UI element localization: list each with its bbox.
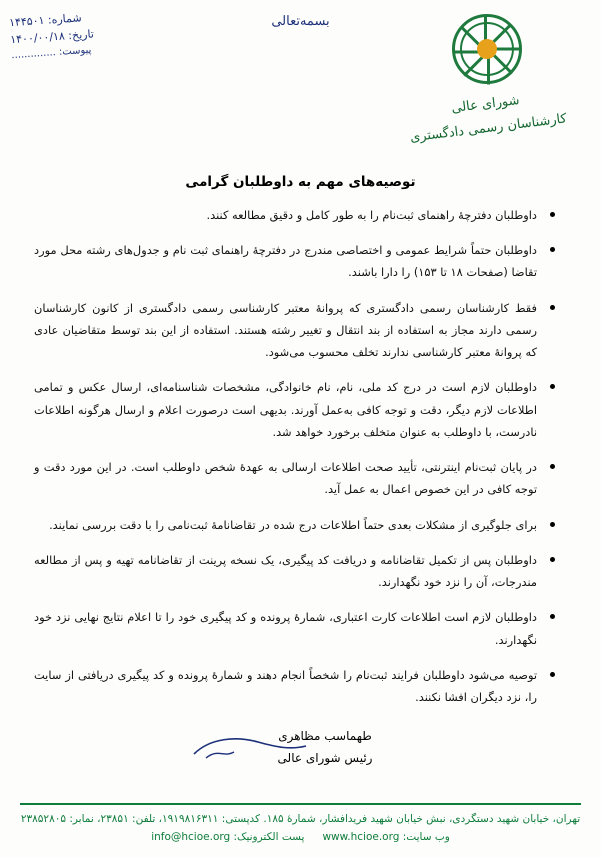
list-item-text: داوطلبان پس از تکمیل تقاضانامه و دریافت کد پیگیری، یک نسخه پرینت از تقاضانامه تهیه و پس از مطالعه مندرجات، آن را نزد خود نگهدارند. (34, 552, 537, 590)
stamp-number: شماره: ۱۴۴۵۰۱ (8, 11, 83, 30)
advice-list (34, 204, 555, 708)
footer-divider (20, 803, 581, 805)
list-item (34, 456, 555, 500)
list-item-text: داوطلبان لازم است اطلاعات کارت اعتباری، شمارهٔ پرونده و کد پیگیری خود را تا اعلام نتایج نهایی نزد خود نگهدارند. (34, 610, 537, 647)
page-title: توصیه‌های مهم به داوطلبان گرامی (185, 174, 416, 190)
footer-contacts (20, 829, 581, 847)
registration-stamp (8, 2, 191, 64)
footer-separator (308, 831, 319, 843)
scales-sun-emblem-icon (452, 14, 522, 84)
handwritten-signature-icon (190, 728, 310, 768)
organization-name (395, 83, 579, 151)
bullet-icon (550, 212, 555, 217)
bullet-icon (550, 614, 555, 619)
list-item-text: برای جلوگیری از مشکلات بعدی حتماً اطلاعات درج شده در تقاضانامهٔ ثبت‌نامی را با دقت بررسی نمایند. (49, 517, 537, 532)
document-footer (0, 797, 601, 857)
bullet-icon (550, 384, 555, 389)
list-item-text: داوطلبان حتماً شرایط عمومی و اختصاصی مندرج در دفترچهٔ راهنمای ثبت نام و جدول‌های رشته محل مورد تقاضا (صفحات ۱۸ تا ۱۵۳) را دارا باشند. (34, 243, 537, 280)
signature-role: رئیس شورای عالی (277, 750, 373, 765)
organization-name-line2: کارشناسان رسمی دادگستری (409, 111, 568, 146)
footer-email-value[interactable]: info@hcioe.org (151, 831, 231, 844)
footer-address: تهران، خیابان شهید دستگردی، نبش خیابان شهید فریدافشار، شمارهٔ ۱۸۵. کدپستی: ۱۹۱۹۸۱۶۳۱۱، تلفن: ۲۳۸۵۱، نمابر: ۲۳۸۵۲۸۰۵ (20, 813, 581, 826)
list-item-text: داوطلبان دفترچهٔ راهنمای ثبت‌نام را به طور کامل و دقیق مطالعه کنند. (206, 208, 537, 222)
list-item-text: داوطلبان لازم است در درج کد ملی، نام، نام خانوادگی، مشخصات شناسنامه‌ای، ارسال عکس و تمامی اطلاعات لازم دیگر، دقت و توجه کافی به‌عمل آورند. بدیهی است درصورت اعلام و ارسال هرگونه اطلاعات نادرست، با داوطلب به عنوان متخلف برخورد خواهد شد. (34, 380, 537, 439)
list-item (34, 514, 555, 536)
stamp-date: تاریخ: ۱۴۰۰/۰۰/۱۸ (9, 27, 95, 47)
bullet-icon (550, 305, 555, 310)
list-item (34, 376, 555, 443)
list-item (34, 606, 555, 650)
footer-web-label: وب سایت: (402, 831, 450, 844)
bullet-icon (550, 464, 555, 469)
list-item (34, 239, 555, 283)
besmellah-text: بسمه‌تعالی (271, 14, 330, 29)
list-item-text: در پایان ثبت‌نام اینترنتی، تأیید صحت اطلاعات ارسالی به عهدهٔ شخص داوطلب است. در این مورد دقت و توجه کافی در این خصوص اعمال به عمل آید. (34, 460, 537, 497)
list-item (34, 297, 555, 364)
list-item (34, 664, 555, 708)
organization-logo (397, 14, 577, 146)
signature-name: طهماسب مظاهری (278, 729, 372, 744)
list-item (34, 549, 555, 593)
organization-name-line1: شورای عالی (450, 92, 521, 117)
document-header (0, 0, 601, 168)
list-item-text: توصیه می‌شود داوطلبان فرایند ثبت‌نام را شخصاً انجام دهند و شمارهٔ پرونده و کد پیگیری دریافتی از سایت را، نزد دیگران افشا نکنند. (34, 667, 537, 704)
list-item-text: فقط کارشناسان رسمی دادگستری که پروانهٔ معتبر کارشناسی رسمی دادگستری از کانون کارشناسان رسمی دارند مجاز به استفاده از بند انتقال و تغییر رشته هستند. استفاده از این بند توسط متقاضیان عادی که پروانهٔ معتبر کارشناسی ندارند تخلف محسوب می‌شود. (34, 300, 537, 360)
bullet-icon (550, 557, 555, 562)
bullet-icon (550, 522, 555, 527)
bullet-icon (550, 672, 555, 677)
signature-block (215, 726, 435, 769)
document-body (34, 204, 555, 769)
footer-email-label: پست الکترونیک: (233, 831, 305, 844)
stamp-attachment: پیوست: .............. (11, 44, 92, 62)
bullet-icon (550, 247, 555, 252)
footer-web-value[interactable]: www.hcioe.org (322, 831, 400, 844)
list-item (34, 204, 555, 226)
